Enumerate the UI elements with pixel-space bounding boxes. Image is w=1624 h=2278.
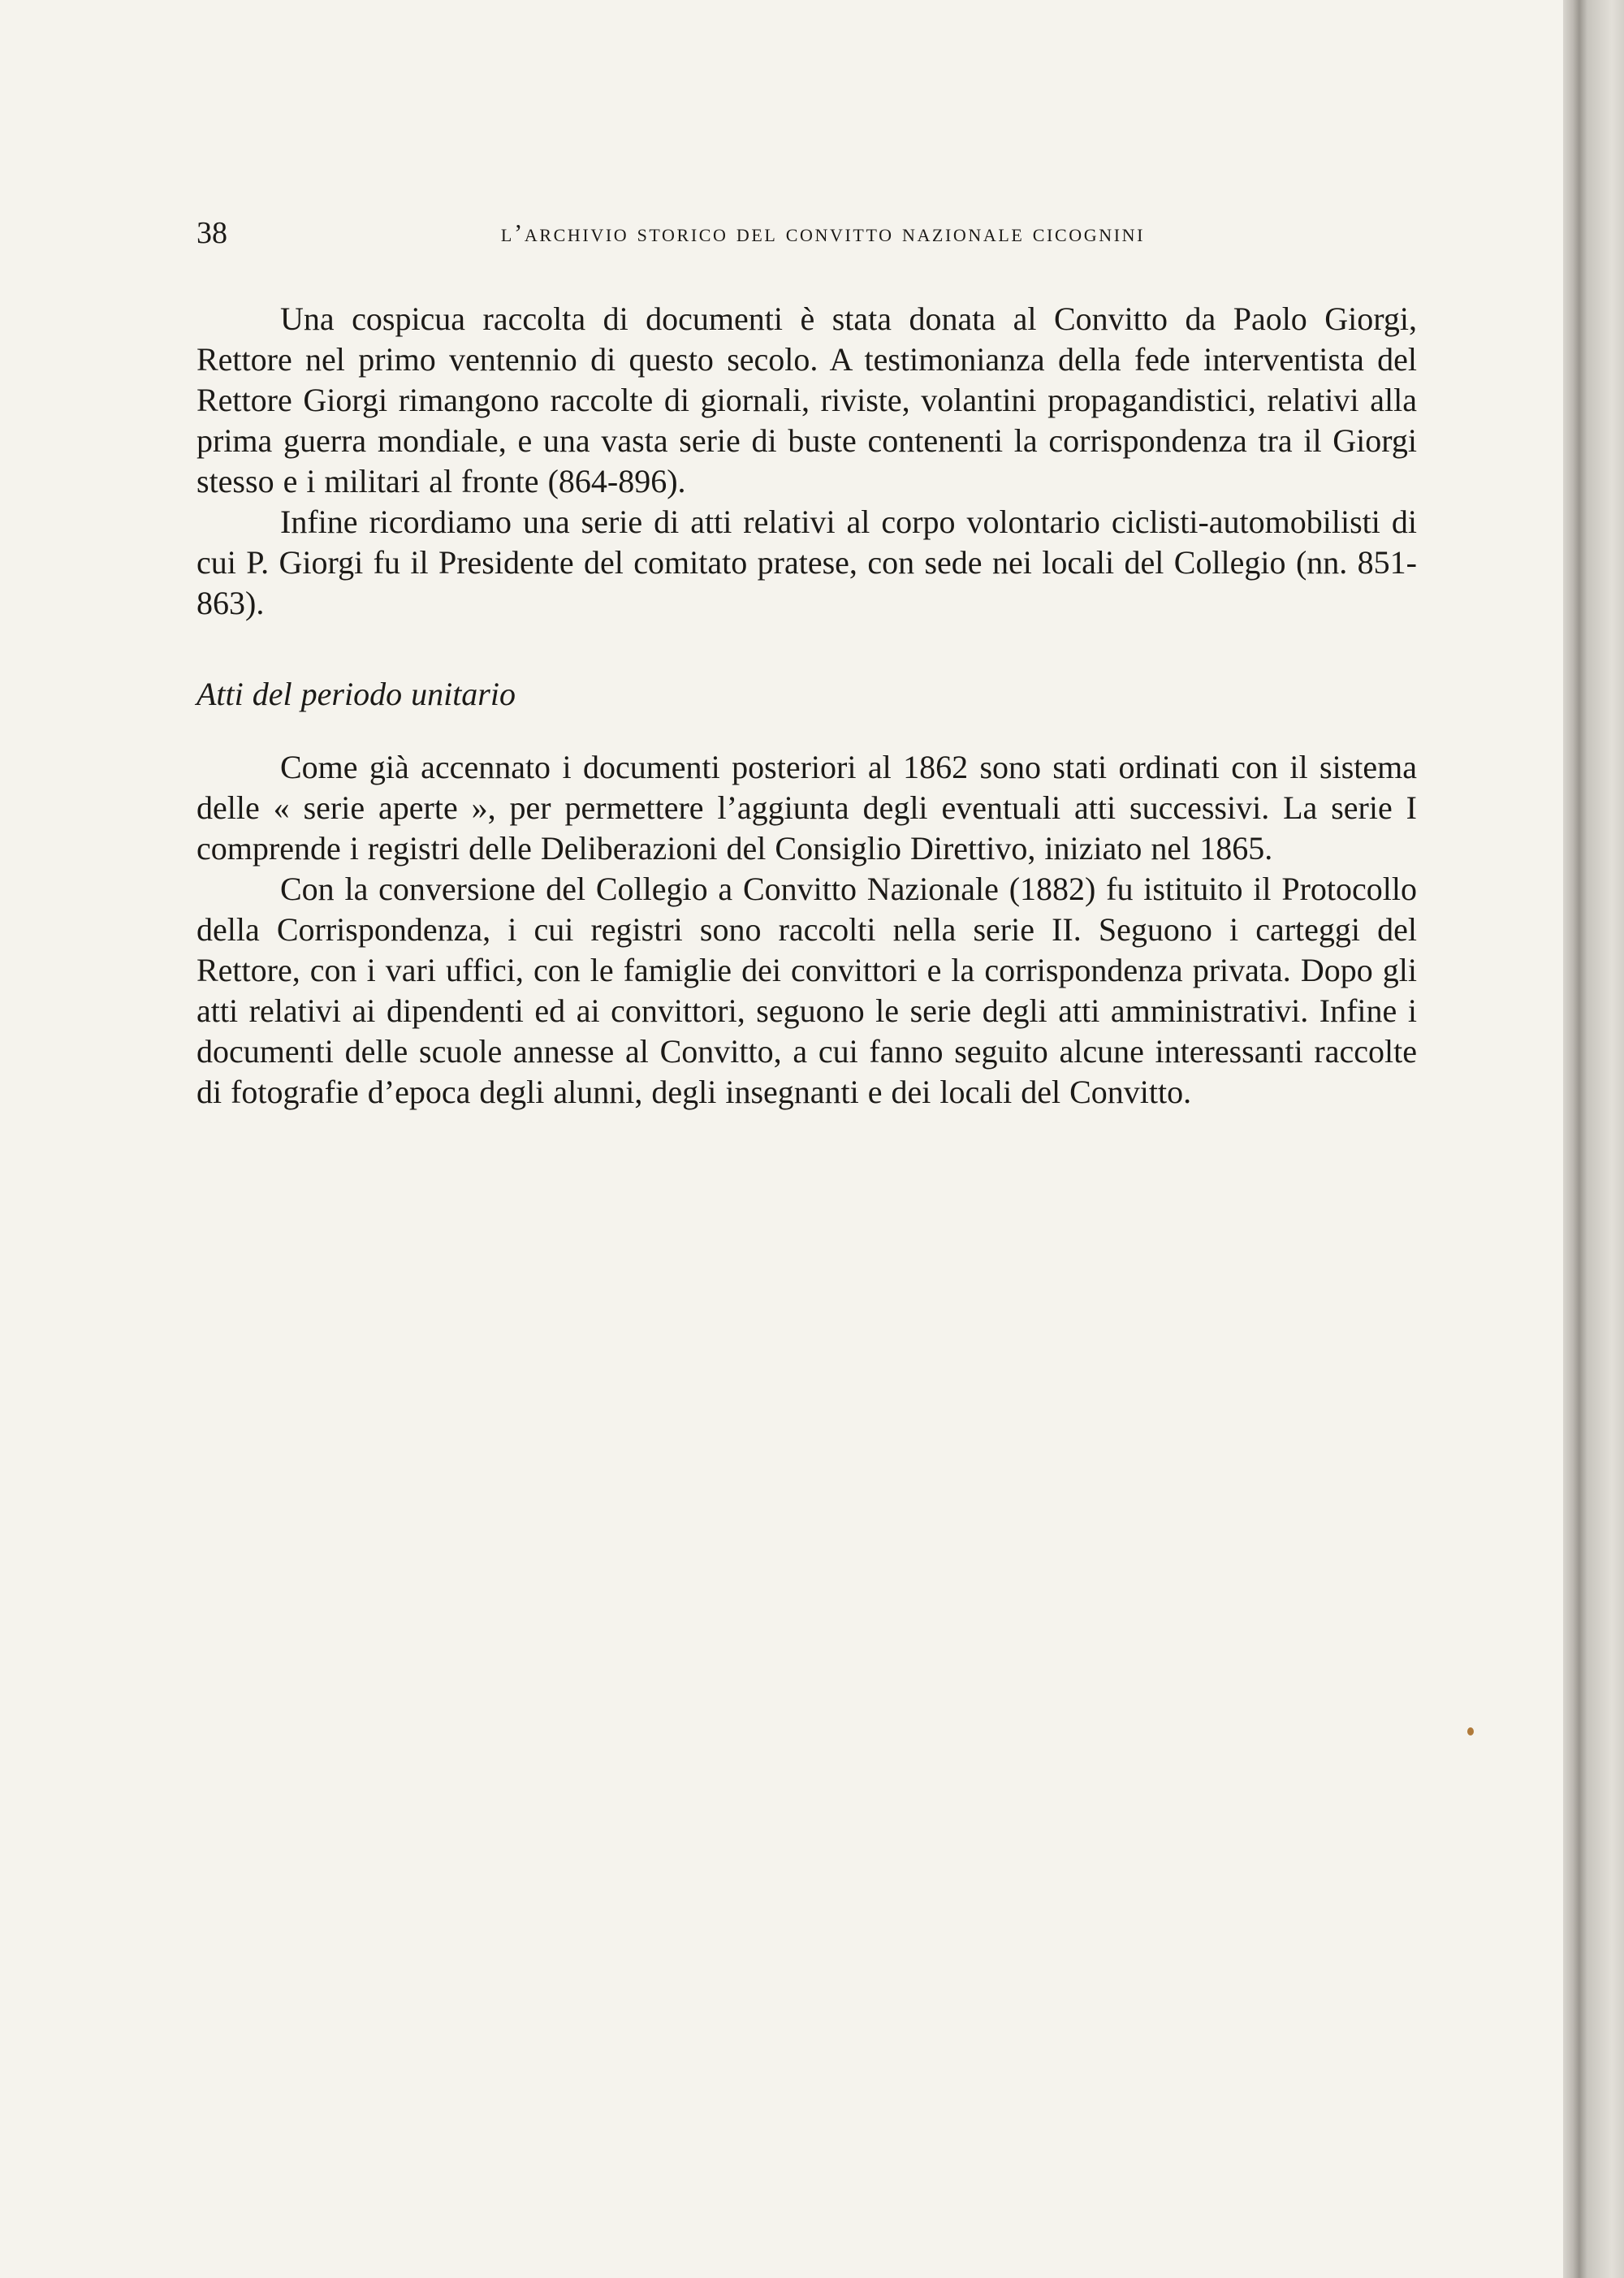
- page-number: 38: [197, 216, 227, 250]
- body-text: [197, 299, 1417, 1113]
- paragraph-open-series: Come già accennato i documenti posteriori al 1862 sono stati ordinati con il sistema delle « serie aperte », per permettere l’aggiunta degli eventuali atti successivi. La serie I comprende i registri delle Deliberazioni del Consiglio Direttivo, iniziato nel 1865.: [197, 749, 1417, 867]
- paragraph-national-convitto: Con la conversione del Collegio a Convitto Nazionale (1882) fu istituito il Protocollo della Corrispondenza, i cui registri sono raccolti nella serie II. Seguono i carteggi del Rettore, con i vari uffici, con le famiglie dei convittori e la corrispondenza privata. Dopo gli atti relativi ai dipendenti ed ai convittori, seguono le serie degli atti amministrativi. Infine i documenti delle scuole annesse al Convitto, a cui fanno seguito alcune interessanti raccolte di fotografie d’epoca degli alunni, degli insegnanti e dei locali del Convitto.: [197, 871, 1417, 1110]
- paper-speck: [1467, 1727, 1474, 1736]
- section-heading: Atti del periodo unitario: [197, 676, 516, 712]
- paragraph-cyclists-corps: Infine ricordiamo una serie di atti relativi al corpo volontario ciclisti-automobilisti di cui P. Giorgi fu il Presidente del comitato pratese, con sede nei locali del Collegio (nn. 851-863).: [197, 504, 1417, 621]
- running-title: l’archivio storico del convitto nazionale cicognini: [500, 218, 1146, 247]
- page-header: [197, 213, 1271, 253]
- page-edge: [1563, 0, 1624, 2278]
- paragraph-giorgi-donation: Una cospicua raccolta di documenti è stata donata al Convitto da Paolo Giorgi, Rettore nel primo ventennio di questo secolo. A testimonianza della fede interventista del Rettore Giorgi rimangono raccolte di giornali, riviste, volantini propagandistici, relativi alla prima guerra mondiale, e una vasta serie di buste contenenti la corrispondenza tra il Giorgi stesso e i militari al fronte (864-896).: [197, 300, 1417, 499]
